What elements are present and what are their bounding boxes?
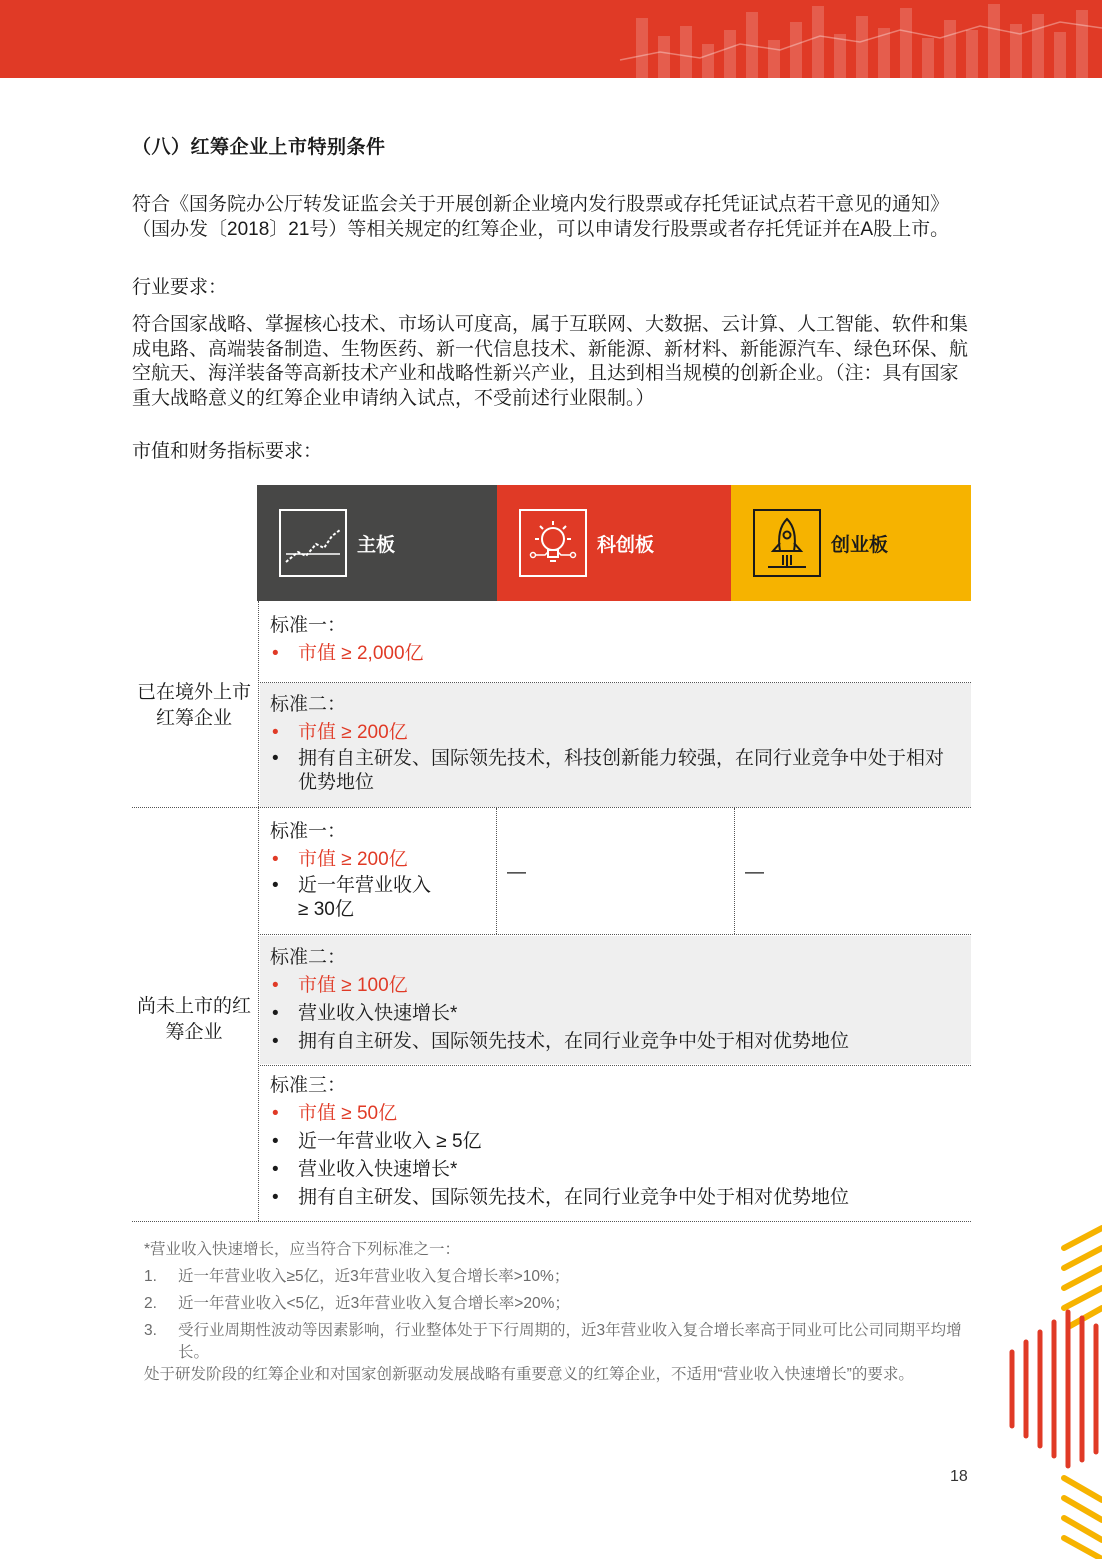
row-label-unlisted: 尚未上市的红筹企业 — [136, 996, 251, 1043]
standard-title: 标准一： — [270, 821, 347, 842]
bullet-item: • 近一年营业收入 ≥ 5亿 — [272, 1131, 482, 1152]
standard-title: 标准三： — [270, 1075, 347, 1096]
gem-board-label: 创业板 — [831, 534, 889, 556]
finance-label: 市值和财务指标要求： — [132, 441, 323, 462]
bullet-item: • 营业收入快速增长* — [272, 1003, 458, 1024]
section-heading: （八）红筹企业上市特别条件 — [132, 137, 386, 158]
gem-board-na: — — [745, 862, 764, 883]
standard-title: 标准一： — [270, 615, 347, 636]
note-footer: 处于研发阶段的红筹企业和对国家创新驱动发展战略有重要意义的红筹企业，不适用“营业收入快速增长”的要求。 — [144, 1366, 914, 1383]
bullet-item: • 近一年营业收入 ≥ 30亿 — [272, 875, 432, 920]
note-item: 2. 近一年营业收入<5亿，近3年营业收入复合增长率>20%； — [144, 1295, 570, 1312]
main-board-label: 主板 — [357, 534, 396, 556]
bullet-item: • 拥有自主研发、国际领先技术，在同行业竞争中处于相对优势地位 — [272, 1187, 850, 1208]
intro-paragraph: 符合《国务院办公厅转发证监会关于开展创新企业境内发行股票或存托凭证试点若干意见的通知》（国办发〔2018〕21号）等相关规定的红筹企业，可以申请发行股票或者存托凭证并在A股上市。 — [132, 194, 950, 240]
star-board-na: — — [507, 862, 526, 883]
standard-title: 标准二： — [270, 694, 347, 715]
bullet-item: • 营业收入快速增长* — [272, 1159, 458, 1180]
bullet-item: • 市值 ≥ 2,000亿 — [272, 643, 424, 664]
bullet-item: • 拥有自主研发、国际领先技术，科技创新能力较强，在同行业竞争中处于相对优势地位 — [272, 748, 945, 793]
bullet-item: • 市值 ≥ 100亿 — [272, 975, 408, 996]
note-title: *营业收入快速增长，应当符合下列标准之一： — [144, 1241, 461, 1258]
bullet-item: • 市值 ≥ 200亿 — [272, 849, 408, 870]
star-board-label: 科创板 — [597, 534, 655, 556]
page-number: 18 — [950, 1468, 968, 1485]
note-item: 3. 受行业周期性波动等因素影响，行业整体处于下行周期的，近3年营业收入复合增长率高于同业可比公司同期平均增长。 — [144, 1322, 962, 1361]
standard-title: 标准二： — [270, 947, 347, 968]
industry-paragraph: 符合国家战略、掌握核心技术、市场认可度高，属于互联网、大数据、云计算、人工智能、软件和集成电路、高端装备制造、生物医药、新一代信息技术、新能源、新材料、新能源汽车、绿色环保、航空航天、海洋装备等高新技术产业和战略性新兴产业，且达到相当规模的创新企业。（注：具有国家重大战略意义的红筹企业申请纳入试点，不受前述行业限制。） — [132, 314, 969, 409]
note-item: 1. 近一年营业收入≥5亿，近3年营业收入复合增长率>10%； — [144, 1268, 570, 1285]
industry-label: 行业要求： — [132, 277, 228, 298]
row-label-listed: 已在境外上市红筹企业 — [136, 682, 251, 729]
bullet-item: • 市值 ≥ 50亿 — [272, 1103, 398, 1124]
bullet-item: • 拥有自主研发、国际领先技术，在同行业竞争中处于相对优势地位 — [272, 1031, 850, 1052]
bullet-item: • 市值 ≥ 200亿 — [272, 722, 408, 743]
